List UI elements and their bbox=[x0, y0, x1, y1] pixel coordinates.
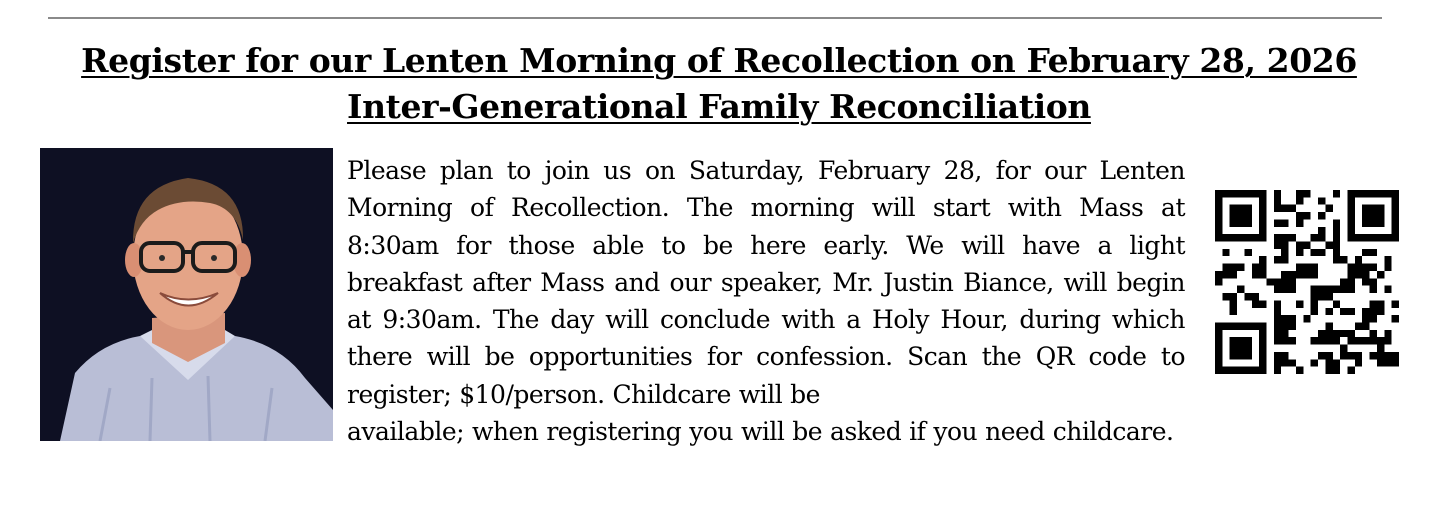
top-divider bbox=[48, 17, 1382, 19]
event-description-text: Please plan to join us on Saturday, February 28, for our Lenten Morning of Recollection. The morning will start with Mass at 8:30am for those able to be here early. We will have a light breakfast after Mass and our speaker, Mr. Justin Biance, will begin at 9:30am. The day will conclude with a Holy Hour, during which there will be opportunities for confession. Scan the QR code to register; $10/person. Childcare will be bbox=[347, 156, 1185, 409]
registration-qr-code[interactable] bbox=[1215, 190, 1399, 374]
event-description bbox=[347, 152, 1185, 450]
headline-title: Register for our Lenten Morning of Recollection on February 28, 2026 bbox=[81, 41, 1357, 80]
headline-subtitle: Inter-Generational Family Reconciliation bbox=[347, 87, 1091, 126]
speaker-photo bbox=[40, 148, 333, 441]
event-description-last-line: available; when registering you will be asked if you need childcare. bbox=[347, 417, 1174, 447]
